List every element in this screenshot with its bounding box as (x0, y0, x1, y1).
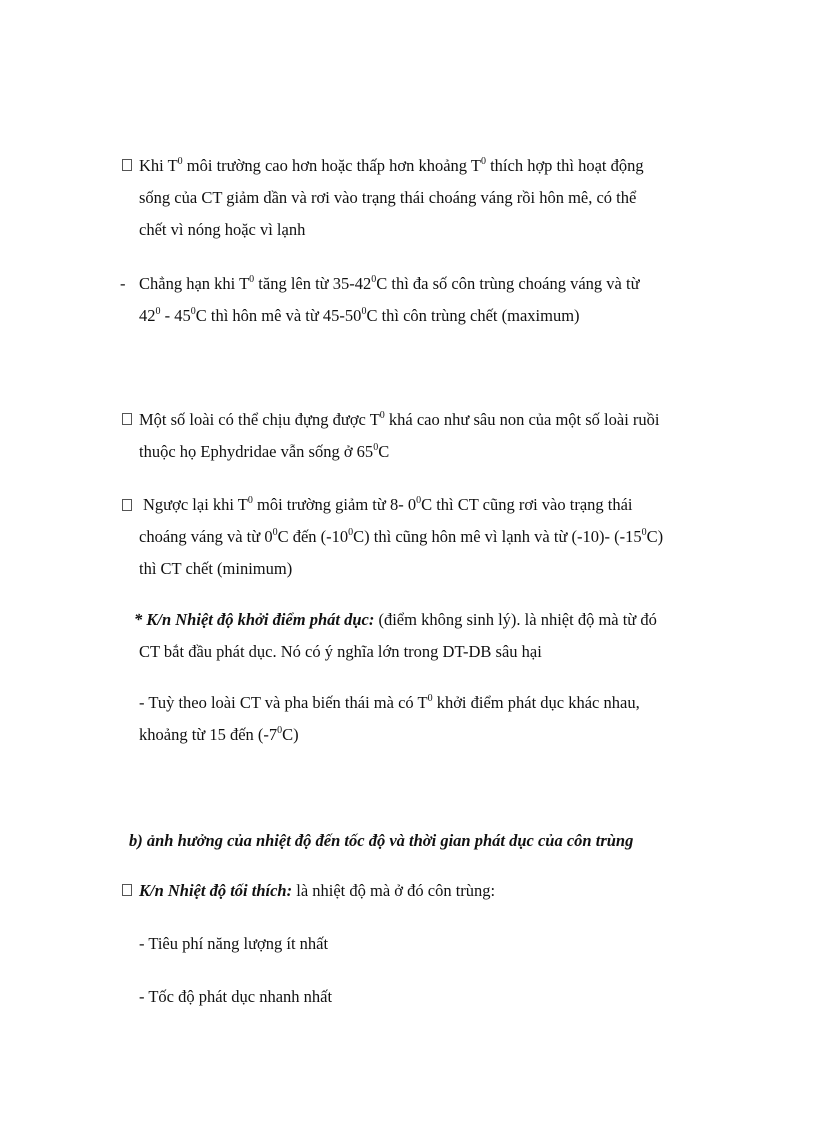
p6-line-1: - Tuỳ theo loài CT và pha biến thái mà có $T^0$ khởi điểm phát dục khác nhau, (139, 693, 640, 712)
section-heading-b: b) ảnh hưởng của nhiệt độ đến tốc độ và thời gian phát dục của côn trùng (129, 831, 634, 850)
p1-line-2: sống của CT giảm dần và rơi vào trạng thái choáng váng rồi hôn mê, có thể (139, 188, 637, 207)
p2-dash: - (120, 274, 126, 293)
bullet-box-icon (122, 159, 132, 171)
bullet-box-icon (122, 413, 132, 425)
p4-line-3: thì CT chết (minimum) (139, 559, 293, 578)
p2-line-1: Chẳng hạn khi $T^0$ tăng lên từ $35-42^0C$ thì đa số côn trùng choáng váng và từ (139, 274, 640, 293)
p3-line-2: thuộc họ Ephydridae vẫn sống ở $65^0C$ (139, 442, 390, 461)
p5-title: * K/n Nhiệt độ khởi điểm phát dục: (134, 610, 375, 629)
p5-line-1: * K/n Nhiệt độ khởi điểm phát dục: (điểm không sinh lý). là nhiệt độ mà từ đó (134, 610, 657, 629)
bullet-box-icon (122, 884, 132, 896)
p2-line-2: $42^0 - 45^0C$ thì hôn mê và từ $45-50^0C$ thì côn trùng chết (maximum) (139, 306, 580, 325)
p5-line-2: CT bắt đầu phát dục. Nó có ý nghĩa lớn trong DT-DB sâu hại (139, 642, 542, 661)
p1-line-3: chết vì nóng hoặc vì lạnh (139, 220, 306, 239)
p3-line-1: Một số loài có thể chịu đựng được $T^0$ khá cao như sâu non của một số loài ruồi (139, 410, 660, 429)
p4-line-1: Ngược lại khi $T^0$ môi trường giảm từ 8- $0^0C$ thì CT cũng rơi vào trạng thái (143, 495, 633, 514)
p7-title: K/n Nhiệt độ tối thích: (139, 881, 293, 900)
p6-line-2: khoảng từ 15 đến $(-7^0C)$ (139, 725, 299, 744)
list-item: - Tiêu phí năng lượng ít nhất (139, 934, 329, 953)
list-item: - Tốc độ phát dục nhanh nhất (139, 987, 333, 1006)
p4-line-2: choáng váng và từ $0^0C$ đến $(-10^0C)$ thì cũng hôn mê vì lạnh và từ (-10)- $(-15^0C)$ (139, 527, 664, 546)
p1-line-1: Khi $T^0$ môi trường cao hơn hoặc thấp hơn khoảng $T^0$ thích hợp thì hoạt động (139, 156, 644, 175)
p7-line: K/n Nhiệt độ tối thích: là nhiệt độ mà ở đó côn trùng: (139, 881, 496, 900)
bullet-box-icon (122, 499, 132, 511)
